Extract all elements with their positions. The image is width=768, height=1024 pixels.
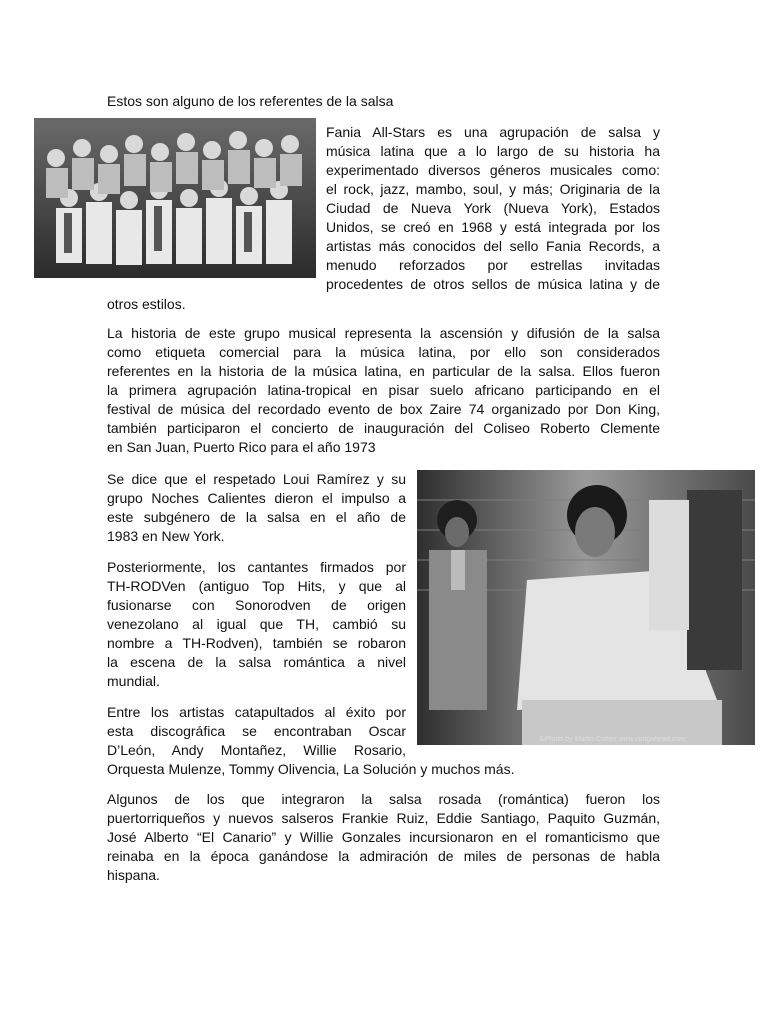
- p6-line: José Alberto “El Canario” y Willie Gonzales incursionaron en el romanticismo que: [107, 829, 660, 845]
- p1-line: procedentes de otros sellos de música latina y de: [326, 276, 660, 292]
- p5-line: Entre los artistas catapultados al éxito por: [107, 704, 406, 720]
- backstage-photo: [417, 470, 755, 745]
- p6-line: puertorriqueños y nuevos salseros Frankie Ruiz, Eddie Santiago, Paquito Guzmán,: [107, 810, 660, 826]
- p1-line: música latina que a lo largo de su historia ha: [326, 143, 660, 159]
- p5-line: esta discográfica se encontraban Oscar: [107, 723, 406, 739]
- p6-line: reinaba en la época ganándose la admiración de miles de personas de habla: [107, 848, 660, 864]
- p2-line: referentes en la historia de la música latina, en particular de la salsa. Ellos fueron: [107, 363, 660, 379]
- p4-line: mundial.: [107, 673, 160, 689]
- p6-line: Algunos de los que integraron la salsa rosada (romántica) fueron los: [107, 791, 660, 807]
- p4-line: nombre a TH-Rodven), también se robaron: [107, 635, 406, 651]
- p2-line: festival de música del recordado evento de box Zaire 74 organizado por Don King,: [107, 401, 660, 417]
- p2-line: como etiqueta comercial para la música latina, por ello son considerados: [107, 344, 660, 360]
- p1-line: Ciudad de Nueva York (Nueva York), Estados: [326, 200, 660, 216]
- p1-line: Fania All-Stars es una agrupación de salsa y: [326, 124, 660, 140]
- p3-line: este subgénero de la salsa en el año de: [107, 509, 406, 525]
- photo-credit: ©Photo by Martin Cohen www.congahead.com: [539, 736, 685, 743]
- p1-line: otros estilos.: [107, 296, 186, 312]
- p1-line: experimentado diversos géneros musicales como:: [326, 162, 660, 178]
- p1-line: artistas más conocidos del sello Fania Records, a: [326, 238, 660, 254]
- p5-line: Orquesta Mulenze, Tommy Olivencia, La Solución y muchos más.: [107, 761, 515, 777]
- p2-line: La historia de este grupo musical representa la ascensión y difusión de la salsa: [107, 325, 660, 341]
- p1-line: menudo reforzados por estrellas invitadas: [326, 257, 660, 273]
- p1-line: Unidos, se creó en 1968 y está integrada por los: [326, 219, 660, 235]
- fania-all-stars-photo: [34, 118, 316, 278]
- p5-line: D’León, Andy Montañez, Willie Rosario,: [107, 742, 406, 758]
- p3-line: grupo Noches Calientes dieron el impulso a: [107, 490, 406, 506]
- p2-line: la primera agrupación latina-tropical en pisar suelo africano participando en el: [107, 382, 660, 398]
- p2-line: también participaron el concierto de inauguración del Coliseo Roberto Clemente: [107, 420, 660, 436]
- p6-line: hispana.: [107, 867, 160, 883]
- p4-line: venezolano al igual que TH, cambió su: [107, 616, 406, 632]
- p3-line: 1983 en New York.: [107, 528, 225, 544]
- p4-line: TH-RODVen (antiguo Top Hits, y que al: [107, 578, 406, 594]
- p3-line: Se dice que el respetado Loui Ramírez y su: [107, 471, 406, 487]
- p4-line: la escena de la salsa romántica a nivel: [107, 654, 406, 670]
- p4-line: fusionarse con Sonorodven de origen: [107, 597, 406, 613]
- p2-line: en San Juan, Puerto Rico para el año 1973: [107, 439, 376, 455]
- p1-line: el rock, jazz, mambo, soul, y más; Originaria de la: [326, 181, 660, 197]
- intro-text: Estos son alguno de los referentes de la salsa: [107, 93, 394, 109]
- p4-line: Posteriormente, los cantantes firmados por: [107, 559, 406, 575]
